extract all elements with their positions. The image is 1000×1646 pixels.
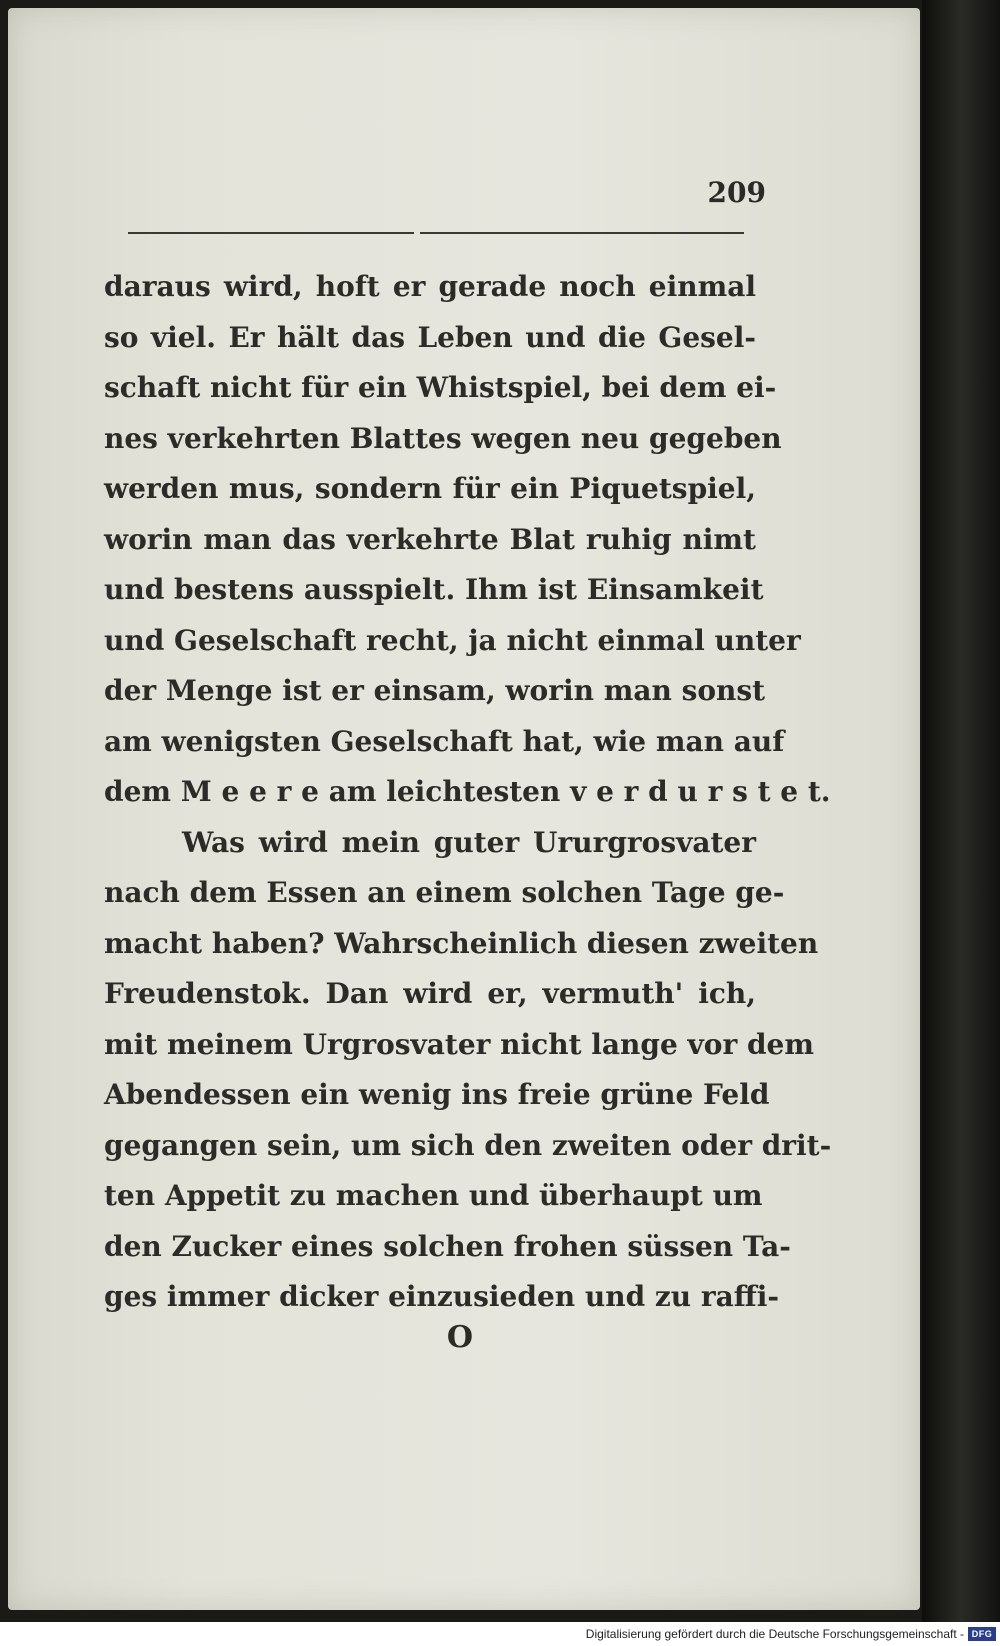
header-rule-right [420,232,744,234]
text-line: dem M e e r e am leichtesten v e r d u r s t e t. [104,775,831,808]
dfg-logo[interactable]: DFG [968,1627,996,1641]
text-line: werden mus, sondern für ein Piquetspiel, [104,472,756,505]
text-line: und bestens ausspielt. Ihm ist Einsamkeit [104,573,764,606]
text-line: mit meinem Urgrosvater nicht lange vor dem [104,1027,814,1061]
text-line: nach dem Essen an einem solchen Tage ge- [104,876,785,909]
text-line: der Menge ist er einsam, worin man sonst [104,674,766,707]
text-line: daraus wird, hoft er gerade noch einmal [104,270,756,303]
text-line: Abendessen ein wenig ins freie grüne Feld [104,1078,770,1111]
text-line: ten Appetit zu machen und überhaupt um [104,1179,763,1212]
text-line: so viel. Er hält das Leben und die Gesel- [104,320,756,354]
footer-credit: Digitalisierung gefördert durch die Deutsche Forschungsgemeinschaft - [585,1627,964,1641]
book-edge [922,0,1000,1622]
body-text [104,262,832,1323]
text-line: den Zucker eines solchen frohen süssen Ta- [104,1229,791,1263]
text-line: ges immer dicker einzusieden und zu raffi- [104,1280,780,1313]
header-rule-left [128,232,414,234]
text-line-paragraph-start: Was wird mein guter Ururgrosvater [182,825,756,859]
text-line: worin man das verkehrte Blat ruhig nimt [104,522,756,556]
text-line: gegangen sein, um sich den zweiten oder drit- [104,1128,832,1162]
signature-mark: O [446,1320,474,1355]
page-number: 209 [707,176,766,209]
text-line: und Geselschaft recht, ja nicht einmal unter [104,623,801,657]
text-line: macht haben? Wahrscheinlich diesen zweiten [104,926,819,960]
text-line: nes verkehrten Blattes wegen neu gegeben [104,421,782,455]
text-line: Freudenstok. Dan wird er, vermuth' ich, [104,977,756,1010]
text-line: am wenigsten Geselschaft hat, wie man auf [104,724,785,758]
text-line: schaft nicht für ein Whistspiel, bei dem ei- [104,371,777,404]
